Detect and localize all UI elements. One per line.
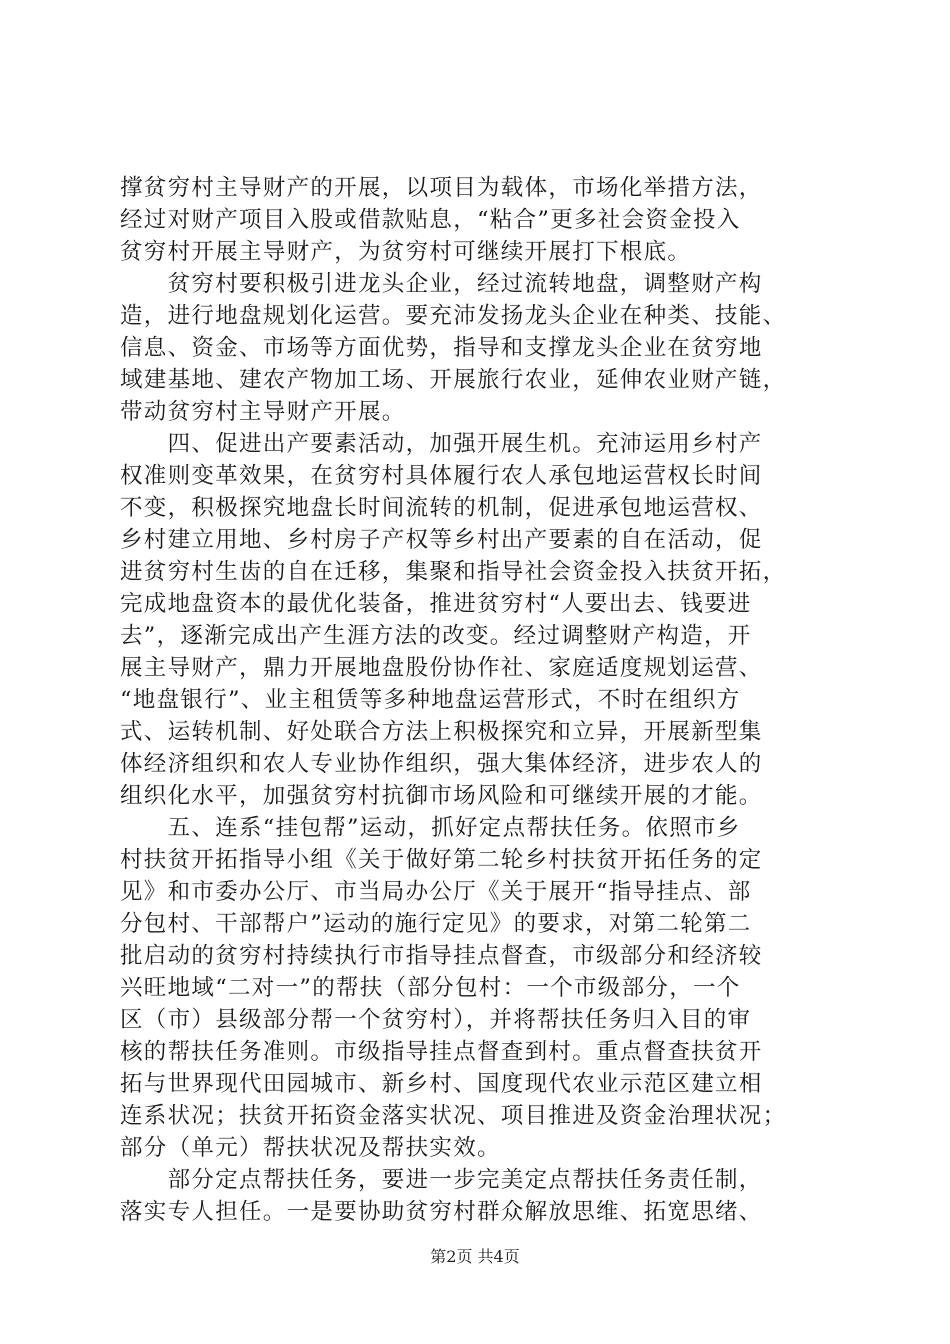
paragraph-3: 四、促进出产要素活动，加强开展生机。充沛运用乡村产 权准则变革效果，在贫穷村具体履行农人承包地运营权长时间 不变，积极探究地盘长时间流转的机制，促进承包地运营权、 乡村建立用地、乡村房子产权等乡村出产要素的自在活动，促 进贫穷村生齿的自在迁移，集聚和指导社会资金投入扶贫开拓， 完成地盘资本的最优化装备，推进贫穷村“人要出去、钱要进 去”，逐渐完成出产生涯方法的改变。经过调整财产构造，开 展主导财产，鼎力开展地盘股份协作社、家庭适度规划运营、 “地盘银行”、业主租赁等多种地盘运营形式，不时在组织方 式、运转机制、好处联合方法上积极探究和立异，开展新型集 体经济组织和农人专业协作组织，强大集体经济，进步农人的 组织化水平，加强贫穷村抗御市场风险和可继续开展的才能。	[120, 431, 787, 809]
paragraph-1: 撑贫穷村主导财产的开展，以项目为载体，市场化举措方法， 经过对财产项目入股或借款贴息，“粘合”更多社会资金投入 贫穷村开展主导财产，为贫穷村可继续开展打下根底。	[120, 175, 763, 265]
paragraph-4: 五、连系“挂包帮”运动，抓好定点帮扶任务。依照市乡 村扶贫开拓指导小组《关于做好第二轮乡村扶贫开拓任务的定 见》和市委办公厅、市当局办公厅《关于展开“指导挂点、部 分包村、干部帮户”运动的施行定见》的要求，对第二轮第二 批启动的贫穷村持续执行市指导挂点督查，市级部分和经济较 兴旺地域“二对一”的帮扶（部分包村：一个市级部分，一个 区（市）县级部分帮一个贫穷村），并将帮扶任务归入目的审 核的帮扶任务准则。市级指导挂点督查到村。重点督查扶贫开 拓与世界现代田园城市、新乡村、国度现代农业示范区建立相 连系状况；扶贫开拓资金落实状况、项目推进及资金治理状况； 部分（单元）帮扶状况及帮扶实效。	[120, 815, 787, 1161]
paragraph-2: 贫穷村要积极引进龙头企业，经过流转地盘，调整财产构 造，进行地盘规划化运营。要充沛发扬龙头企业在种类、技能、 信息、资金、市场等方面优势，指导和支撑龙头企业在贫穷地 域建基地、建农产物加工场、开展旅行农业，延伸农业财产链， 带动贫穷村主导财产开展。	[120, 271, 787, 425]
body-text	[120, 172, 850, 1228]
paragraph-5: 部分定点帮扶任务，要进一步完美定点帮扶任务责任制， 落实专人担任。一是要协助贫穷村群众解放思维、拓宽思绪、	[120, 1167, 763, 1225]
page-footer: 第2页 共4页	[430, 1247, 520, 1266]
